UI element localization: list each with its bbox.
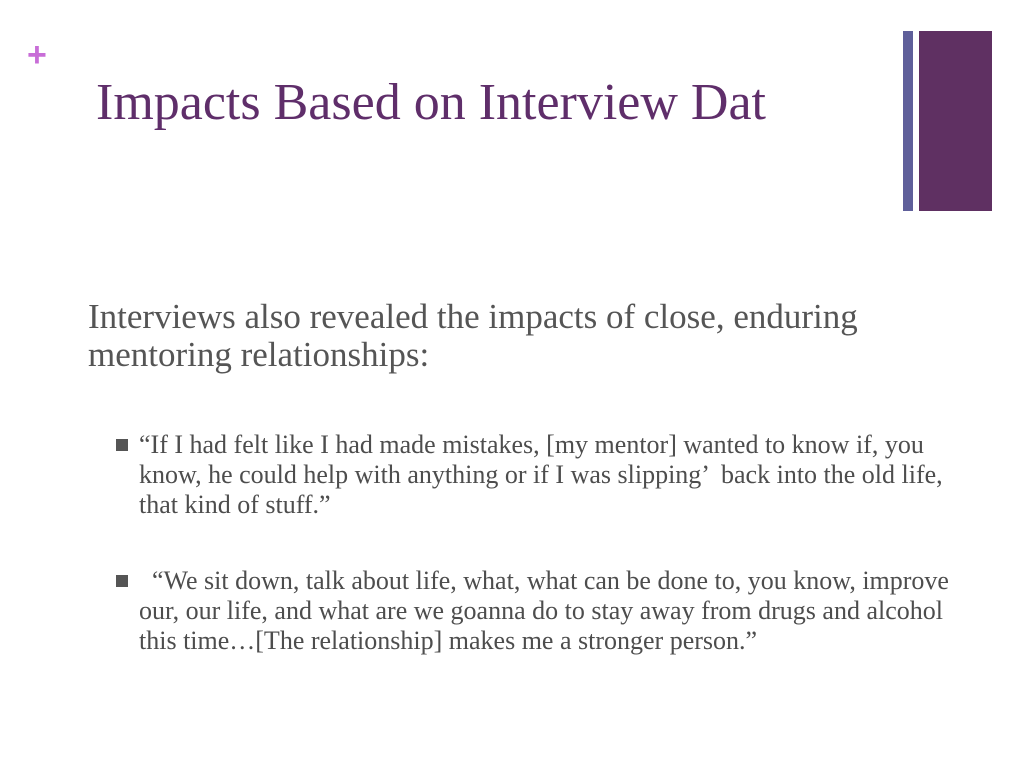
quote-list [112,430,962,702]
accent-bar-thick [919,31,992,211]
quote-text: “If I had felt like I had made mistakes, [my mentor] wanted to know if, you know, he could help with anything or if I was slipping’ back into the old life, that kind of stuff.” [139,430,950,519]
square-bullet-icon [116,575,128,587]
quote-item [112,566,962,656]
quote-item [112,430,962,520]
square-bullet-icon [116,439,128,451]
accent-bar-thin [903,31,913,211]
lead-paragraph: Interviews also revealed the impacts of close, enduring mentoring relationships: [88,297,858,374]
slide-title: Impacts Based on Interview Dat [96,74,767,131]
quote-text: “We sit down, talk about life, what, what can be done to, you know, improve our, our life, and what are we goanna do to stay away from drugs and alcohol this time…[The relationship] makes me a stronger person.” [139,566,956,655]
plus-icon: + [27,36,47,74]
